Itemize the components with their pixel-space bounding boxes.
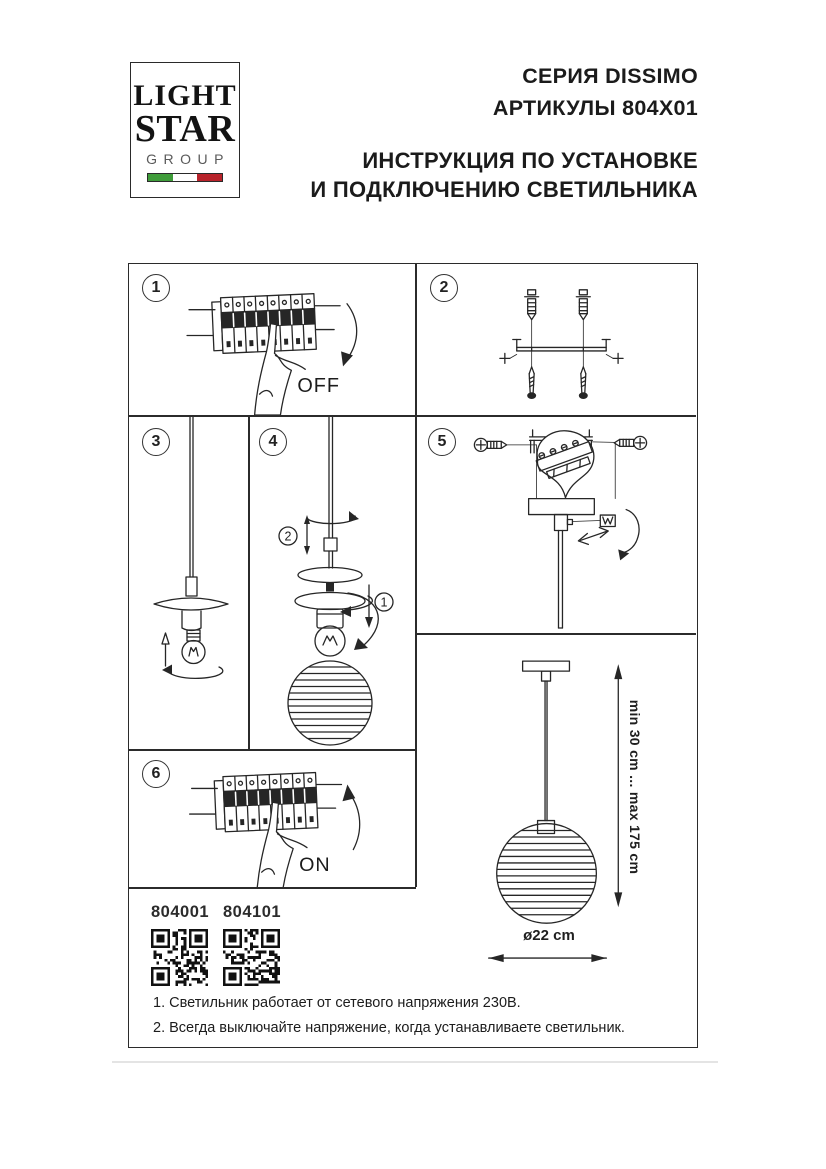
page-edge-shadow (112, 1061, 718, 1063)
step-number-6: 6 (142, 760, 170, 788)
lightstar-logo (130, 62, 240, 198)
panel-1-power-off (129, 264, 415, 415)
note-1: 1. Светильник работает от сетевого напряжения 230В. (153, 995, 521, 1011)
panel-5-ceiling-mount (417, 417, 696, 633)
header (300, 60, 698, 204)
qr-code-804101 (223, 929, 280, 986)
qr-code-804001 (151, 929, 208, 986)
article-codes (129, 889, 415, 989)
step-number-3: 3 (142, 428, 170, 456)
breaker-off-illustration (129, 264, 415, 415)
pendant-dimensions-illustration (417, 635, 696, 1046)
diameter-label: ø22 cm (523, 927, 575, 944)
panel-4-shade-assembly (250, 417, 415, 749)
articles-title: АРТИКУЛЫ 804X01 (492, 96, 698, 121)
logo-group-text: GROUP (146, 150, 230, 167)
instruction-title: ИНСТРУКЦИЯ ПО УСТАНОВКЕ И ПОДКЛЮЧЕНИЮ СВЕТИЛЬНИКА (310, 147, 698, 202)
dimension-diagram (417, 635, 696, 1046)
breaker-on-illustration (129, 751, 415, 887)
step-number-2: 2 (430, 274, 458, 302)
safety-notes (153, 991, 693, 1041)
note-2: 2. Всегда выключайте напряжение, когда устанавливаете светильник. (153, 1019, 625, 1036)
step-number-4: 4 (259, 428, 287, 456)
logo-star-text: STAR (134, 107, 236, 150)
logo-light-text: LIGHT (133, 79, 237, 112)
panel-3-bulb-install (129, 417, 248, 749)
italian-flag-stripe (147, 173, 223, 182)
canopy-mount-illustration (417, 417, 696, 633)
mounting-bracket-illustration (417, 264, 696, 415)
suspension-height-label: min 30 cm ... max 175 cm (627, 699, 643, 875)
series-title: СЕРИЯ DISSIMO (522, 64, 698, 88)
substep-1-label: 1 (380, 595, 388, 610)
sphere-assembly-illustration (250, 417, 415, 749)
pendant-bulb-illustration (129, 417, 248, 749)
diagram-board (128, 263, 698, 1048)
panel-2-fixings (417, 264, 696, 415)
on-label: ON (299, 854, 331, 877)
panel-6-power-on (129, 751, 415, 887)
step-number-5: 5 (428, 428, 456, 456)
article-number-804101: 804101 (223, 903, 282, 921)
step-number-1: 1 (142, 274, 170, 302)
off-label: OFF (297, 375, 341, 398)
substep-2-label: 2 (284, 529, 292, 544)
article-number-804001: 804001 (151, 903, 210, 921)
